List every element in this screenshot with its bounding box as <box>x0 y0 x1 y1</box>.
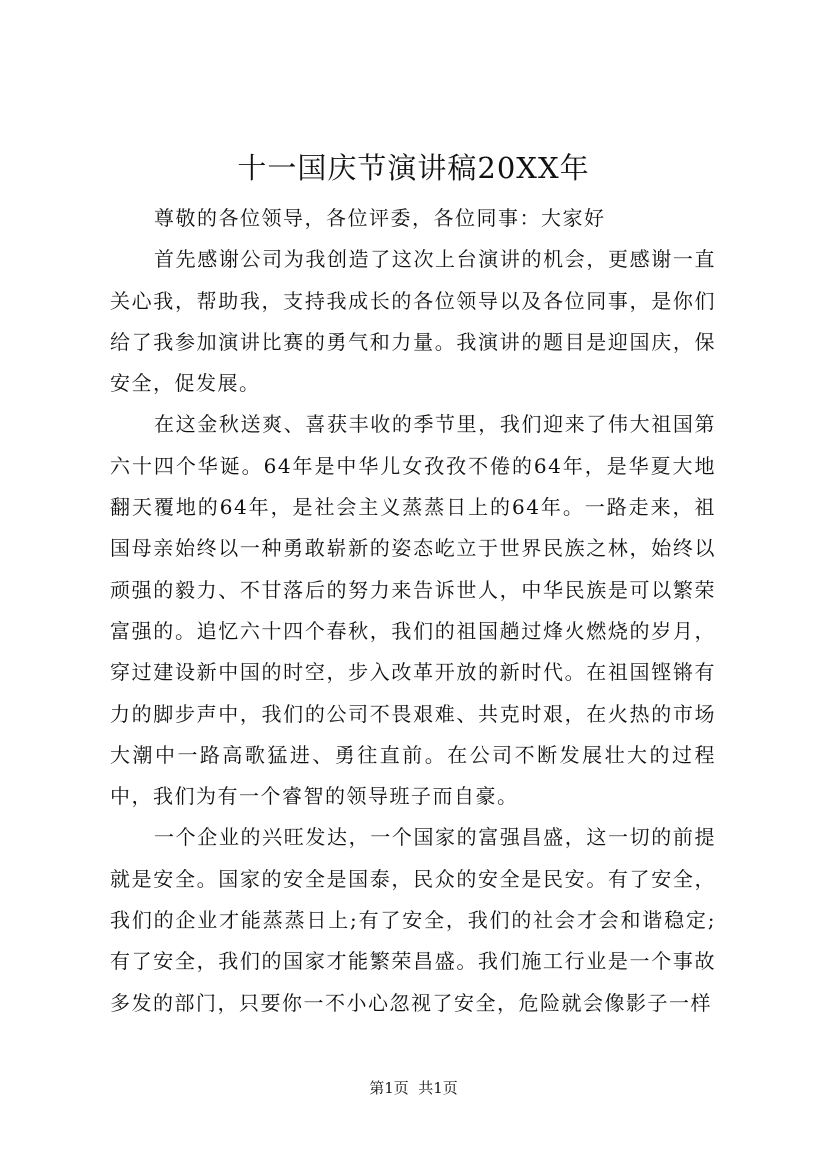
paragraph-safety: 一个企业的兴旺发达，一个国家的富强昌盛，这一切的前提就是安全。国家的安全是国泰，民众的安全是民安。有了安全，我们的企业才能蒸蒸日上;有了安全，我们的社会才会和谐稳定;有了安全，我们的国家才能繁荣昌盛。我们施工行业是一个事故多发的部门，只要你一不小心忽视了安全，危险就会像影子一样 <box>110 825 716 1015</box>
paragraph-greeting: 尊敬的各位领导，各位评委，各位同事：大家好 <box>154 206 606 230</box>
paragraph-national-day: 在这金秋送爽、喜获丰收的季节里，我们迎来了伟大祖国第六十四个华诞。64年是中华儿女孜孜不倦的64年，是华夏大地翻天覆地的64年，是社会主义蒸蒸日上的64年。一路走来，祖国母亲始终以一种勇敢崭新的姿态屹立于世界民族之林，始终以顽强的毅力、不甘落后的努力来告诉世人，中华民族是可以繁荣富强的。追忆六十四个春秋，我们的祖国趟过烽火燃烧的岁月，穿过建设新中国的时空，步入改革开放的新时代。在祖国铿锵有力的脚步声中，我们的公司不畏艰难、共克时艰，在火热的市场大潮中一路高歌猛进、勇往直前。在公司不断发展壮大的过程中，我们为有一个睿智的领导班子而自豪。 <box>110 412 716 809</box>
page-footer: 第1页 共1页 <box>369 1079 458 1097</box>
document-title: 十一国庆节演讲稿20XX年 <box>237 151 590 185</box>
document-body <box>110 198 716 1024</box>
paragraph-thanks: 首先感谢公司为我创造了这次上台演讲的机会，更感谢一直关心我，帮助我，支持我成长的各位领导以及各位同事，是你们给了我参加演讲比赛的勇气和力量。我演讲的题目是迎国庆，保安全，促发展。 <box>110 247 716 396</box>
